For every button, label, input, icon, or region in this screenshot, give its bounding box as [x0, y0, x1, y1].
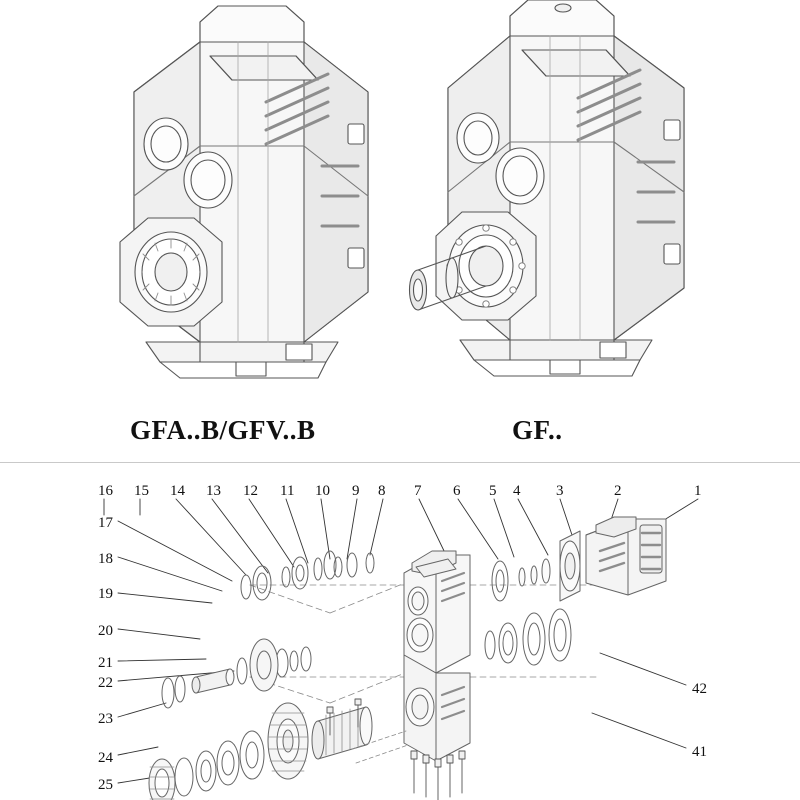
callout-3: 3 [556, 483, 564, 499]
callout-12: 12 [243, 483, 258, 499]
callout-41: 41 [692, 744, 707, 760]
callout-15: 15 [134, 483, 149, 499]
caption-left: GFA..B/GFV..B [130, 415, 316, 445]
callout-4: 4 [513, 483, 521, 499]
callout-9: 9 [352, 483, 360, 499]
callout-14: 14 [170, 483, 185, 499]
callout-2: 2 [614, 483, 622, 499]
callout-21: 21 [98, 655, 113, 671]
callout-10: 10 [315, 483, 330, 499]
callout-19: 19 [98, 586, 113, 602]
callout-18: 18 [98, 551, 113, 567]
callout-20: 20 [98, 623, 113, 639]
callout-16: 16 [98, 483, 113, 499]
callout-13: 13 [206, 483, 221, 499]
callout-17: 17 [98, 515, 113, 531]
callout-5: 5 [489, 483, 497, 499]
callout-1: 1 [694, 483, 702, 499]
callout-23: 23 [98, 711, 113, 727]
caption-right: GF.. [512, 415, 563, 445]
callout-6: 6 [453, 483, 461, 499]
gear-unit-drawing-left [90, 0, 410, 406]
callout-8: 8 [378, 483, 386, 499]
callout-24: 24 [98, 750, 113, 766]
callout-42: 42 [692, 681, 707, 697]
callout-22: 22 [98, 675, 113, 691]
exploded-view-section [0, 463, 800, 800]
exploded-view-drawing [0, 463, 800, 800]
gear-unit-drawing-right [400, 0, 730, 406]
callout-7: 7 [414, 483, 422, 499]
callout-25: 25 [98, 777, 113, 793]
callout-11: 11 [280, 483, 295, 499]
